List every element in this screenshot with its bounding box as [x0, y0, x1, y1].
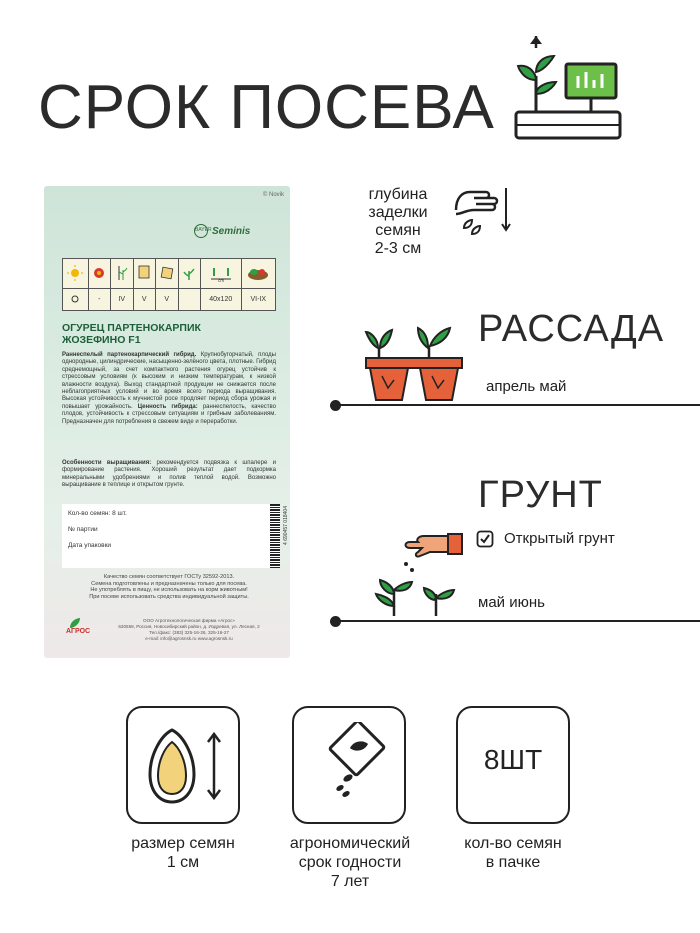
packet-description: Раннеспелый партенокарпический гибрид. Крупнобугорчатый, плоды однородные, цилиндрические, насыщенно-зелёного цвета, плотные. Гибрид среднемощный, за счет компактного растения огурец устойчив к стрессовым условиям (к высоким и низким температурам, к низкой влажности воздуха). Выход стандартной продукции не снижается после неблагоприятных условий и во время всего периода выращивания. Высокая устойчивость к мучнистой росе продляет период сбора урожая и повышает урожайность. Ценность гибрида: раннеспелость, качество плодов, устойчивость к стрессовым ситуациям и грибным заболеваниям. Предназначен для потребления в свежем виде и переработки.: [62, 352, 277, 425]
table-cell: -: [88, 289, 111, 311]
hand-planting-icon: [370, 524, 466, 620]
table-cell: 40x120: [201, 289, 242, 311]
table-cell: VI-IX: [241, 289, 276, 311]
packet-gost-notice: Качество семян соответствует ГОСТу 32592-2013. Семена подготовлены и предназначены только для посева. Не употреблять в пищу, не использовать на корм животным! При посеве использовать средства индивидуальной защиты.: [89, 574, 249, 600]
seed-size-tile: [126, 706, 240, 824]
harvest-icon: [241, 259, 276, 289]
seed-count-caption: кол-во семян в пачке: [464, 835, 562, 871]
seedling-growth-icon: [512, 36, 622, 146]
seminis-logo: Seminis: [212, 226, 251, 237]
seed-packet: [44, 186, 290, 658]
packet-icon-table: [62, 258, 276, 311]
agros-logo: АГРОС: [66, 628, 91, 635]
flower-icon: [88, 259, 111, 289]
seedlings-timeline: [334, 404, 700, 406]
open-ground-label: Открытый грунт: [504, 530, 615, 547]
seedling-icon: [178, 259, 201, 289]
packet-batch: № партии: [68, 526, 98, 533]
svg-text:cm: cm: [217, 277, 224, 282]
sun-empty-cell: [63, 289, 89, 311]
shelf-life-tile: [292, 706, 406, 824]
seed-count-value: 8ШТ: [483, 744, 543, 775]
table-cell: V: [133, 289, 156, 311]
seed-packet-icon: [133, 259, 156, 289]
table-cell: IV: [111, 289, 134, 311]
shelf-life-caption: агрономический срок годности 7 лет: [289, 835, 411, 890]
seedling-pots-icon: [364, 318, 464, 404]
barcode-number: 4 690457 018404: [283, 506, 289, 545]
ground-timeline: [334, 620, 700, 622]
packet-qty: Кол-во семян: 8 шт.: [68, 510, 127, 517]
seed-size-icon: [142, 722, 228, 808]
spacing-icon: [201, 259, 242, 289]
plant-height-icon: [111, 259, 134, 289]
barcode: [270, 504, 280, 568]
page-title: СРОК ПОСЕВА: [38, 73, 495, 142]
sowing-icon: [156, 259, 179, 289]
bayer-logo: BAYER: [194, 224, 208, 238]
packet-address: ООО Агротехнологическая фирма «Агрос» 630558, Россия, Новосибирский район, д. Издревая, ул. Лесная, 2 Тел./факс: (383) 325-16-26, 325-16-27 e-mail: info@agrosnsk.ru www.agrosnsk.ru: [118, 618, 260, 641]
sowing-depth-label: глубина заделки семян 2-3 см: [368, 186, 428, 257]
packet-copyright: © Novik: [262, 192, 284, 198]
seedlings-title: РАССАДА: [478, 308, 665, 350]
seed-packet-pour-icon: [310, 722, 392, 808]
table-cell: V: [156, 289, 179, 311]
packet-growing-features: Особенности выращивания: рекомендуется подвязка к шпалере и формирование растения. Хороший результат дает подкормка минеральными удобрениями и полив теплой водой. Возможно выращивание в теплице и открытом грунте.: [62, 460, 276, 489]
sun-icon: [63, 259, 89, 289]
seed-count-tile: [456, 706, 570, 824]
packet-info-box: [62, 504, 270, 568]
hand-sowing-icon: [452, 180, 516, 244]
packet-pack-date: Дата упаковки: [68, 542, 112, 549]
ground-months: май июнь: [478, 594, 545, 611]
seed-size-caption: размер семян 1 см: [131, 835, 235, 871]
packet-product-name: ОГУРЕЦ ПАРТЕНОКАРПИК ЖОЗЕФИНО F1: [62, 322, 201, 346]
ground-title: ГРУНТ: [478, 474, 603, 516]
checkbox-icon: [476, 530, 494, 548]
seedlings-months: апрель май: [486, 378, 567, 395]
table-cell: [178, 289, 201, 311]
